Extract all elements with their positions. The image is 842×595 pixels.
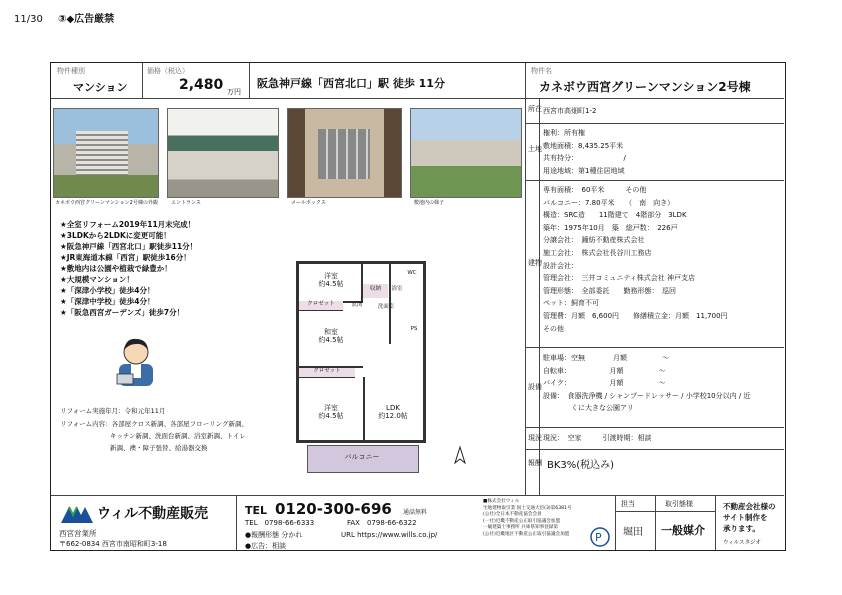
fax-number: FAX 0798-66-6322 <box>347 519 417 527</box>
license-line: (公社)全日本不動産協会会員 <box>483 512 542 518</box>
other-row: その他 <box>543 324 564 333</box>
wc-label: WC <box>407 270 417 276</box>
license-line: 一級建築士事務所 兵庫県知事登録第 <box>483 525 558 531</box>
toll-free-label: TEL <box>245 504 268 517</box>
equipment-row: くに大きな公園アリ <box>543 404 634 412</box>
deal-label: 取引態様 <box>665 500 693 508</box>
bike-row: 自転車： 月額 〜 <box>543 366 666 375</box>
room-size: 約4.5帖 <box>318 412 344 421</box>
feature-item: ★3LDKから2LDKに変更可能！ <box>60 231 171 240</box>
facility-details <box>543 352 750 415</box>
ad-prohibited-flag: ③◆広告厳禁 <box>58 14 115 25</box>
commission-value: BK3%(税込み) <box>547 460 615 471</box>
price-unit: 万円 <box>227 88 241 96</box>
feature-item: ★「深津小学校」徒歩4分！ <box>60 286 155 295</box>
room-size: 約4.5帖 <box>318 280 344 289</box>
fee-row: 管理費：月額 6,600円 修繕積立金：月額 11,700円 <box>543 311 728 320</box>
reform-details <box>60 418 248 454</box>
reform-date: リフォーム実施年月：令和元年11月 <box>60 407 166 415</box>
price-value: 2,480 <box>179 77 224 93</box>
license-line: (公社)近畿地区不動産公正取引協議会加盟 <box>483 531 570 537</box>
photo-caption-entrance: エントランス <box>171 200 201 206</box>
location-value: 西宮市高畑町1-2 <box>543 107 597 115</box>
feature-item: ★「阪急西宮ガーデンズ」徒歩7分！ <box>60 308 185 317</box>
entrance-label: 玄関 <box>351 302 363 308</box>
closet-label: クロゼット <box>307 301 335 307</box>
wash-label: 洗面室 <box>377 304 395 310</box>
bath-label: 浴室 <box>391 286 403 292</box>
status-label: 現況 <box>528 434 542 442</box>
association-mark-icon <box>589 527 611 547</box>
manager-row: 管理会社： 三井コミュニティ株式会社 神戸支店 <box>543 274 696 283</box>
closet-label: クロゼット <box>313 368 341 374</box>
feature-item: ★敷地内は公園や植栽で緑豊か！ <box>60 264 172 273</box>
promo-line: 承ります。 <box>723 524 760 533</box>
building-label: 建物 <box>528 259 542 267</box>
location-label: 所在 <box>528 105 542 113</box>
seller-row: 分譲会社： 鐘紡不動産株式会社 <box>543 236 645 245</box>
price-label: 価格（税込） <box>147 67 189 75</box>
pet-row: ペット：飼育不可 <box>543 299 599 308</box>
studio-name: ウィルスタジオ <box>723 540 762 546</box>
property-name-label: 物件名 <box>531 67 552 75</box>
parking-row: 駐車場：空無 月額 〜 <box>543 354 669 362</box>
builder-row: 施工会社： 株式会社長谷川工務店 <box>543 248 652 257</box>
land-details <box>543 127 626 177</box>
ps-label: PS <box>410 326 418 332</box>
room-label: 和室 <box>324 328 338 336</box>
flyer-sheet <box>50 62 786 551</box>
promo-line: 不動産会社様の <box>723 502 776 511</box>
room-size: 約12.0帖 <box>378 412 408 421</box>
room-size: 約4.5帖 <box>318 336 344 345</box>
land-row: 敷地面積：8,435.25平米 <box>543 141 624 150</box>
page-counter: 11/30 <box>14 14 43 25</box>
property-name-value: カネボウ西宮グリーンマンション2号棟 <box>539 80 751 94</box>
area-row: 専有面積： 60平米 その他 <box>543 186 647 194</box>
storage-label: 収納 <box>369 286 381 292</box>
balcony-row: バルコニー：7.80平米 （ 南 向き） <box>543 198 675 207</box>
branch-name: 西宮営業所 <box>59 529 97 538</box>
agent-illustration-icon <box>113 334 159 386</box>
designer-row: 設計会社： <box>543 261 578 270</box>
commission-label: 報酬 <box>528 459 542 467</box>
room-label: 洋室 <box>324 272 338 280</box>
license-line: ■株式会社ウィル <box>483 499 520 504</box>
north-arrow-icon <box>451 445 469 467</box>
facility-label: 設備 <box>528 383 542 391</box>
promo-text <box>723 501 776 534</box>
payment-type: ●報酬形態 分かれ <box>245 531 303 539</box>
room-label: LDK <box>386 404 400 412</box>
land-row: 用途地域：第1種住居地域 <box>543 166 625 175</box>
company-url[interactable]: URL https://www.wills.co.jp/ <box>341 531 438 539</box>
built-row: 築年：1975年10月 築 総戸数： 226戸 <box>543 223 678 232</box>
company-name: ウィル不動産販売 <box>97 506 209 522</box>
company-logo-icon <box>59 503 97 525</box>
reform-line: キッチン新調、洗面台新調、浴室新調、トイレ <box>110 432 246 440</box>
photo-grounds <box>410 108 522 198</box>
toll-free-number[interactable]: 0120-300-696 <box>275 500 392 518</box>
land-label: 土地 <box>528 145 542 153</box>
feature-item: ★阪急神戸線「西宮北口」駅徒歩11分！ <box>60 242 198 251</box>
feature-item: ★大規模マンション！ <box>60 275 134 284</box>
property-type-value: マンション <box>73 81 128 94</box>
staff-name: 堀田 <box>623 527 643 538</box>
photo-entrance <box>167 108 279 198</box>
management-form-row: 管理形態： 全部委託 勤務形態： 巡回 <box>543 286 676 295</box>
license-line: 宅地建物取引業 国土交通大臣(3)第6381号 <box>483 505 572 511</box>
balcony-label: バルコニー <box>344 453 380 461</box>
station-access: 阪急神戸線「西宮北口」駅 徒歩 11分 <box>257 77 445 90</box>
building-details <box>543 184 728 335</box>
tel-number[interactable]: TEL 0798-66-6333 <box>245 519 315 527</box>
toll-free-note: 通話無料 <box>403 509 428 516</box>
equipment-row: 設備： 食器洗浄機 / シャンプードレッサー / 小学校10分以内 / 近 <box>543 391 751 400</box>
photo-caption-exterior: カネボウ西宮グリーンマンション2号棟の外観 <box>55 200 158 206</box>
feature-list <box>60 219 197 318</box>
status-value: 現況： 空家 引渡時期：相談 <box>543 434 652 442</box>
feature-item: ★「深津中学校」徒歩4分！ <box>60 297 155 306</box>
promo-line: サイト制作を <box>723 513 768 522</box>
floor-plan <box>296 261 426 443</box>
land-row: 権利：所有権 <box>543 129 585 137</box>
staff-label: 担当 <box>621 500 635 508</box>
reform-line: リフォーム内容：各部屋クロス新調、各部屋フローリング新調、 <box>60 420 249 428</box>
photo-mailbox <box>287 108 402 198</box>
deal-type: 一般媒介 <box>661 524 705 537</box>
license-line: (一社)近畿不動産公正取引協議会加盟 <box>483 518 561 524</box>
svg-text:P: P <box>595 531 602 544</box>
branch-address: 〒662-0834 西宮市南昭和町3-18 <box>59 540 167 548</box>
photo-exterior <box>53 108 159 198</box>
ad-policy: ●広告：相談 <box>245 542 287 550</box>
moto-row: バイク： 月額 〜 <box>543 379 666 387</box>
room-label: 洋室 <box>324 404 338 412</box>
photo-caption-grounds: 敷地内の様子 <box>414 200 445 206</box>
structure-row: 構造：SRC造 11階建て 4階部分 3LDK <box>543 211 687 220</box>
photo-caption-mailbox: メールボックス <box>291 200 326 206</box>
license-info <box>483 499 572 539</box>
property-type-label: 物件種別 <box>57 67 85 75</box>
reform-line: 新調、襖・障子張替、給湯器交換 <box>110 444 208 452</box>
feature-item: ★JR東海道本線「西宮」駅徒歩16分！ <box>60 253 191 262</box>
feature-item: ★全室リフォーム2019年11月末完成！ <box>60 220 196 229</box>
land-row: 共有持分： / <box>543 154 626 162</box>
